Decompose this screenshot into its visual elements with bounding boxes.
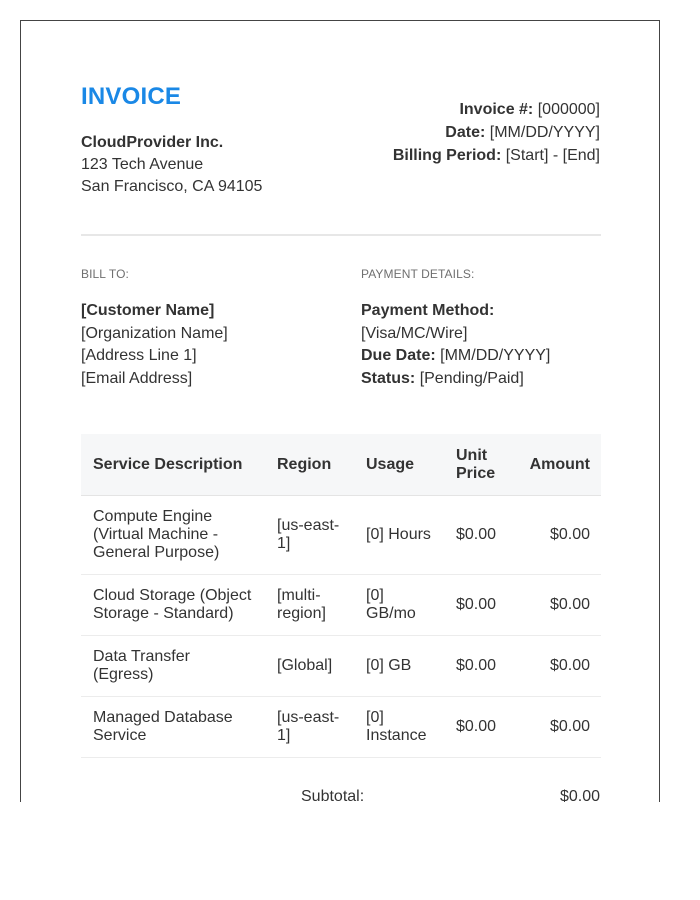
invoice-date <box>393 121 600 144</box>
header-unit-price-line1: Unit <box>456 446 488 464</box>
bill-to-label: BILL TO: <box>81 267 129 281</box>
cell-line: [multi- <box>277 587 321 604</box>
header-unit-price-line2: Price <box>456 464 496 482</box>
billing-period-label: Billing Period: <box>392 147 502 164</box>
cell-region <box>265 697 354 758</box>
cell-amount: $0.00 <box>516 496 601 575</box>
cell-unit-price: $0.00 <box>444 496 516 575</box>
table-row <box>81 697 601 758</box>
table-row <box>81 496 601 575</box>
payment-method-label: Payment Method: <box>361 302 495 319</box>
cell-unit-price: $0.00 <box>444 636 516 697</box>
services-table <box>81 434 601 758</box>
cell-line: [0] <box>366 709 384 726</box>
cell-amount: $0.00 <box>516 697 601 758</box>
customer-email: [Email Address] <box>81 369 193 387</box>
company-name: CloudProvider Inc. <box>81 134 224 151</box>
cell-usage <box>354 636 444 697</box>
header-unit-price <box>444 434 516 496</box>
cell-line: Storage - Standard) <box>93 605 234 622</box>
cell-region <box>265 496 354 575</box>
cell-region <box>265 575 354 636</box>
cell-description <box>81 697 265 758</box>
cell-line: [0] GB <box>366 657 412 674</box>
customer-name: [Customer Name] <box>81 302 215 319</box>
invoice-number <box>393 98 600 121</box>
cell-line: [0] Hours <box>366 526 431 543</box>
cell-region <box>265 636 354 697</box>
payment-block <box>361 300 550 390</box>
cell-unit-price: $0.00 <box>444 575 516 636</box>
header-amount: Amount <box>516 434 601 496</box>
cell-usage <box>354 496 444 575</box>
invoice-title: INVOICE <box>81 83 182 110</box>
header-region: Region <box>265 434 354 496</box>
header-usage: Usage <box>354 434 444 496</box>
cell-description <box>81 496 265 575</box>
table-row <box>81 575 601 636</box>
header-divider <box>81 234 601 236</box>
billing-period <box>393 144 600 167</box>
cell-line: 1] <box>277 727 291 744</box>
table-row <box>81 636 601 697</box>
cell-line: Compute Engine <box>93 508 213 525</box>
company-address-line2: San Francisco, CA 94105 <box>81 178 263 195</box>
cell-line: Cloud Storage (Object <box>93 587 252 604</box>
cell-usage <box>354 575 444 636</box>
invoice-date-value: [MM/DD/YYYY] <box>489 124 600 141</box>
cell-line: [us-east- <box>277 709 340 726</box>
cell-description <box>81 575 265 636</box>
subtotal-label: Subtotal: <box>301 788 365 802</box>
cell-line: (Egress) <box>93 666 154 683</box>
cell-line: General Purpose) <box>93 544 220 561</box>
payment-method-label-row <box>361 300 550 323</box>
cell-line: Service <box>93 727 147 744</box>
cell-line: 1] <box>277 535 291 552</box>
cell-line: [Global] <box>277 657 333 674</box>
invoice-page <box>20 20 660 802</box>
cell-line: [us-east- <box>277 517 340 534</box>
invoice-meta <box>393 98 600 167</box>
invoice-date-label: Date: <box>445 124 486 141</box>
due-date-label: Due Date: <box>361 347 436 364</box>
subtotal-value: $0.00 <box>559 788 600 802</box>
cell-line: [0] <box>366 587 384 604</box>
customer-address: [Address Line 1] <box>81 347 197 364</box>
cell-unit-price: $0.00 <box>444 697 516 758</box>
header-service-description: Service Description <box>81 434 265 496</box>
cell-amount: $0.00 <box>516 636 601 697</box>
invoice-number-label: Invoice #: <box>459 101 534 118</box>
cell-line: Instance <box>366 727 427 744</box>
billing-period-value: [Start] - [End] <box>505 147 600 164</box>
due-date <box>361 345 550 368</box>
bill-to-block <box>81 300 228 390</box>
payment-method-value: [Visa/MC/Wire] <box>361 324 468 342</box>
cell-description <box>81 636 265 697</box>
payment-status <box>361 368 550 391</box>
cell-line: region] <box>277 605 326 622</box>
company-info <box>81 132 262 198</box>
payment-details-label: PAYMENT DETAILS: <box>361 267 475 281</box>
company-address-line1: 123 Tech Avenue <box>81 156 204 173</box>
payment-status-label: Status: <box>361 369 416 387</box>
cell-line: Managed Database <box>93 709 233 726</box>
cell-line: Data Transfer <box>93 648 190 665</box>
organization-name: [Organization Name] <box>81 324 228 342</box>
due-date-value: [MM/DD/YYYY] <box>440 347 551 364</box>
table-header-row <box>81 434 601 496</box>
payment-status-value: [Pending/Paid] <box>419 369 524 387</box>
cell-line: (Virtual Machine - <box>93 526 219 543</box>
cell-usage <box>354 697 444 758</box>
invoice-number-value: [000000] <box>537 101 600 118</box>
cell-amount: $0.00 <box>516 575 601 636</box>
cell-line: GB/mo <box>366 605 416 622</box>
